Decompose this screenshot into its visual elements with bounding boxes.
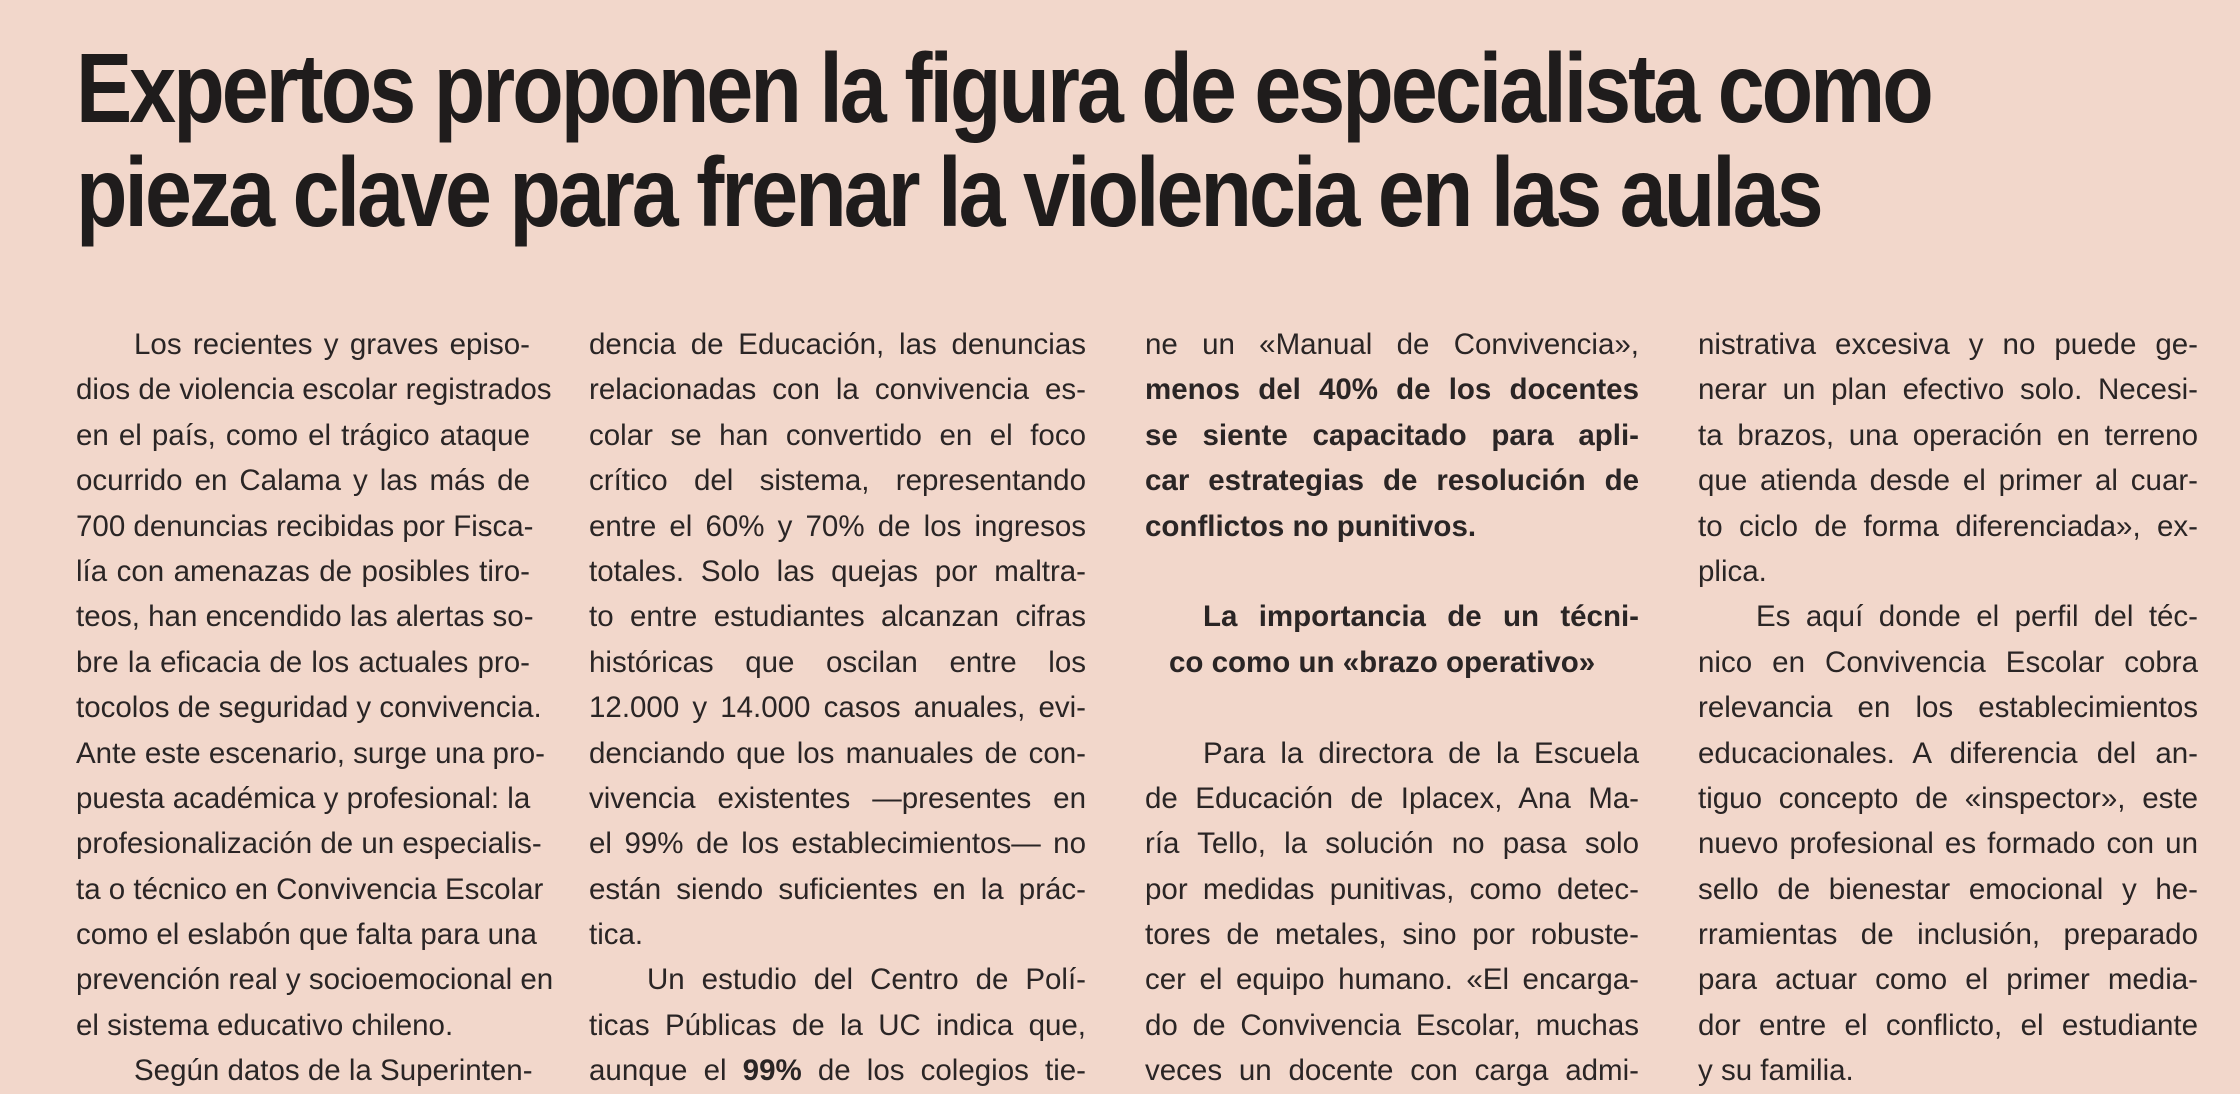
text-line: tores de metales, sino por robuste- — [1145, 918, 1639, 952]
article-column-3 — [1145, 322, 1639, 1094]
text-line: el 99% de los establecimientos— no — [589, 827, 1086, 861]
text-line: que atienda desde el primer al cuar- — [1698, 464, 2198, 498]
text-line: están siendo suficientes en la prác- — [589, 872, 1086, 906]
text-line: nuevo profesional es formado con un — [1698, 827, 2198, 861]
bold-text: se siente capacitado para apli- — [1145, 418, 1639, 452]
bold-text-line — [1145, 413, 1639, 458]
bold-text: conflictos no punitivos. — [1145, 509, 1477, 543]
highlight-figure: 99% — [742, 1054, 802, 1088]
bold-text: menos del 40% de los docentes — [1145, 373, 1639, 407]
text-line: nistrativa excesiva y no puede ge- — [1698, 328, 2198, 361]
text-line: Los recientes y graves episo- — [134, 328, 530, 361]
text-line: ticas Públicas de la UC indica que, — [589, 1008, 1086, 1042]
text-line: 700 denuncias recibidas por Fisca- — [76, 509, 534, 543]
text-line: ta brazos, una operación en terreno — [1698, 418, 2198, 452]
text-line: sello de bienestar emocional y he- — [1698, 872, 2198, 906]
text-line: dios de violencia escolar registrados — [76, 373, 552, 407]
text-line: en el país, como el trágico ataque — [76, 418, 530, 452]
text-line: ocurrido en Calama y las más de — [76, 464, 530, 498]
text-line: históricas que oscilan entre los — [589, 645, 1086, 679]
article-column-4 — [1698, 322, 2198, 1094]
spacer — [1145, 685, 1639, 730]
text-line: rramientas de inclusión, preparado — [1698, 918, 2198, 952]
text-line: tica. — [589, 918, 644, 952]
text-line: entre el 60% y 70% de los ingresos — [589, 509, 1086, 543]
article-headline — [76, 33, 1931, 247]
text-line-with-highlight — [589, 1048, 1086, 1093]
text-line: Según datos de la Superinten- — [134, 1054, 533, 1088]
text-line: vivencia existentes —presentes en — [589, 781, 1086, 815]
text-line: por medidas punitivas, como detec- — [1145, 872, 1639, 906]
text-line: 12.000 y 14.000 casos anuales, evi- — [589, 691, 1086, 725]
text-line: el sistema educativo chileno. — [76, 1008, 454, 1042]
section-subheading: La importancia de un técni- — [1203, 600, 1639, 634]
spacer — [1145, 549, 1639, 594]
text-line: educacionales. A diferencia del an- — [1698, 736, 2198, 770]
text-line: do de Convivencia Escolar, muchas — [1145, 1008, 1639, 1042]
text-fragment: de los colegios tie- — [801, 1054, 1086, 1088]
text-line: puesta académica y profesional: la — [76, 781, 531, 815]
headline-line-2: pieza clave para frenar la violencia en las aulas — [76, 137, 1821, 247]
text-line: lía con amenazas de posibles tiro- — [76, 554, 530, 588]
text-line: Ante este escenario, surge una pro- — [76, 736, 546, 770]
text-line: para actuar como el primer media- — [1698, 963, 2198, 997]
text-line: to entre estudiantes alcanzan cifras — [589, 600, 1086, 634]
bold-text-line — [1145, 367, 1639, 412]
bold-text-line — [1145, 458, 1639, 503]
text-line: dor entre el conflicto, el estudiante — [1698, 1008, 2198, 1042]
text-line: totales. Solo las quejas por maltra- — [589, 554, 1086, 588]
text-line: veces un docente con carga admi- — [1145, 1054, 1639, 1088]
headline-line-1: Expertos proponen la figura de especialista como — [76, 33, 1931, 143]
text-line: crítico del sistema, representando — [589, 464, 1086, 498]
text-line: colar se han convertido en el foco — [589, 418, 1086, 452]
text-line: relevancia en los establecimientos — [1698, 691, 2198, 725]
text-line: denciando que los manuales de con- — [589, 736, 1086, 770]
text-line: bre la eficacia de los actuales pro- — [76, 645, 530, 679]
bold-text-line — [1145, 504, 1639, 549]
text-line: ría Tello, la solución no pasa solo — [1145, 827, 1639, 861]
article-column-2 — [589, 322, 1086, 1094]
text-line: to ciclo de forma diferenciada», ex- — [1698, 509, 2198, 543]
text-line: ta o técnico en Convivencia Escolar — [76, 872, 544, 906]
text-line: ne un «Manual de Convivencia», — [1145, 328, 1639, 361]
text-line: profesionalización de un especialis- — [76, 827, 542, 861]
text-line: Un estudio del Centro de Polí- — [647, 963, 1086, 997]
text-line: plica. — [1698, 554, 1767, 588]
text-line: relacionadas con la convivencia es- — [589, 373, 1086, 407]
text-line: tiguo concepto de «inspector», este — [1698, 781, 2198, 815]
section-subheading: co como un «brazo operativo» — [1169, 645, 1596, 679]
text-fragment: aunque el — [589, 1054, 743, 1088]
text-line: cer el equipo humano. «El encarga- — [1145, 963, 1639, 997]
text-line: como el eslabón que falta para una — [76, 918, 537, 952]
article-column-1 — [76, 322, 554, 1094]
text-line: Es aquí donde el perfil del téc- — [1756, 600, 2198, 634]
text-line: teos, han encendido las alertas so- — [76, 600, 534, 634]
text-line: nerar un plan efectivo solo. Necesi- — [1698, 373, 2198, 407]
text-line: Para la directora de la Escuela — [1203, 736, 1639, 770]
text-line: tocolos de seguridad y convivencia. — [76, 691, 542, 725]
text-line: y su familia. — [1698, 1054, 1854, 1088]
text-line: nico en Convivencia Escolar cobra — [1698, 645, 2198, 679]
text-line: prevención real y socioemocional en — [76, 963, 554, 997]
text-line: de Educación de Iplacex, Ana Ma- — [1145, 781, 1639, 815]
text-line: dencia de Educación, las denuncias — [589, 328, 1086, 361]
bold-text: car estrategias de resolución de — [1145, 464, 1639, 498]
